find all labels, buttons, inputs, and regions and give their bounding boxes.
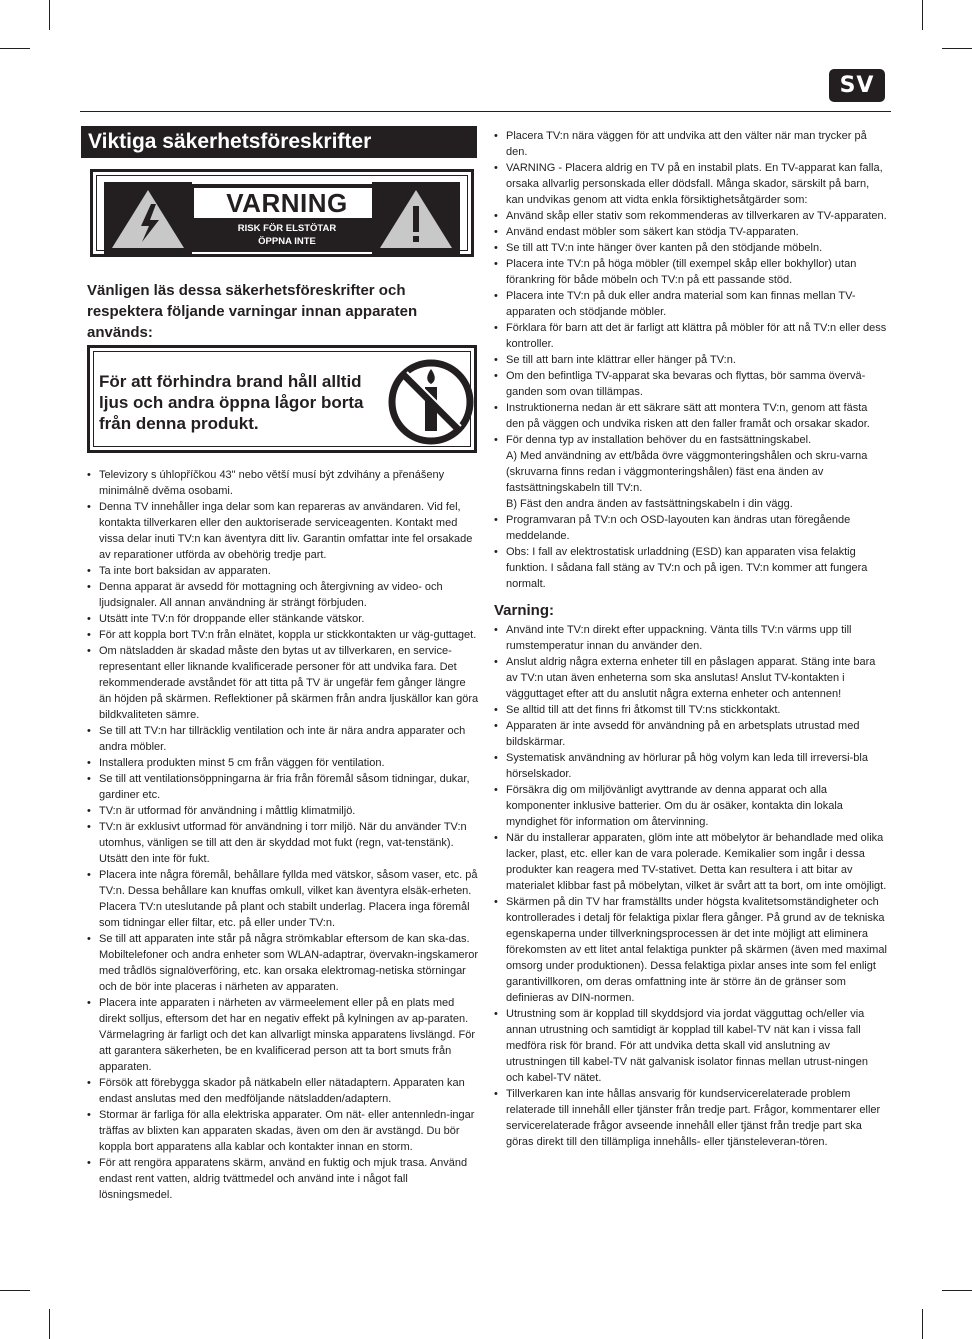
list-item: • När du installerar apparaten, glöm inte att möbelytor är behandlade med olika lacker, plast, etc. eller kan de vara polerade. Kemikalier som ingår i dessa produkter kan reagera med TV-stativet. Detta kan resultera i att bitar av materialet klibbar fast på möbelytan, vilket är svårt att ta bort, om inte omöjligt. [494,830,888,894]
warning-subtext-line2: ÖPPNA INTE [258,236,316,247]
list-item: • Systematisk användning av hörlurar på hög volym kan leda till irreversi-bla hörselskador. [494,750,888,782]
list-item: • Skärmen på din TV har framställts under högsta kvalitetsomständigheter och kontrollerades i detalj för felaktiga pixlar flera gånger. På grund av de tekniska egenskaperna under tillverkningsprocessen är det inte möjligt att eliminera förekomsten av ett litet antal felaktiga punkter på skärmen (även med maximal omsorg under produktionen). Dessa felaktiga pixlar anses inte som fel enligt garantivillkoren, om deras omfattning inte är större än de gränser som definieras av DIN-normen. [494,894,888,1006]
crop-mark [49,1309,50,1339]
crop-mark [922,1309,923,1339]
list-item: • Denna TV innehåller inga delar som kan repareras av användaren. Vid fel, kontakta tillverkaren eller den auktoriserade serviceagenten. Kontakt med vissa delar inuti TV:n kan äventyra ditt liv. Garantin omfattar inte fel orsakade av reparationer utförda av obehörig tredje part. [87,499,480,563]
left-bullet-list [87,467,480,1203]
section-title: Viktiga säkerhetsföreskrifter [81,126,477,158]
warning-label-frame [96,175,468,251]
list-item: • Om den befintliga TV-apparat ska bevaras och flyttas, bör samma övervä-ganden som ovan tillämpas. [494,368,888,400]
warning-subtext-line1: RISK FÖR ELSTÖTAR [237,223,337,234]
list-item: • Se alltid till att det finns fri åtkomst till TV:ns stickkontakt. [494,702,888,718]
list-item: • För att koppla bort TV:n från elnätet, koppla ur stickkontakten ur väg-guttaget. [87,627,480,643]
list-item: • Utrustning som är kopplad till skyddsjord via jordat vägguttag och/eller via annan utrustning och samtidigt är kopplad till kabel-TV nät kan i vissa fall medföra risk för brand. För att undvika detta skall vid anslutning av utrustningen till kabel-TV nät galvanisk isolator finnas mellan utrust-ningen och kabel-TV nätet. [494,1006,888,1086]
list-item: • Tillverkaren kan inte hållas ansvarig för kundservicerelaterade problem relaterade till innehåll eller tjänster från tredje part. Frågor, kommentarer eller servicerelaterade frågor avseende innehåll eller tjänst från tredje part ska göras direkt till den tillämpliga innehålls- eller tjänsteleveran-tören. [494,1086,888,1150]
no-open-flame-icon [386,357,476,447]
fire-notice-frame [93,351,471,447]
language-badge: SV [829,69,885,102]
list-item: • Se till att barn inte klättrar eller hänger på TV:n. [494,352,888,368]
list-item: • Apparaten är inte avsedd för användning på en arbetsplats utrustad med bildskärmar. [494,718,888,750]
fire-notice [87,345,477,453]
left-column [87,467,480,1203]
warning-bullet-list [494,622,888,1150]
list-item: • Anslut aldrig några externa enheter till en påslagen apparat. Stäng inte bara av TV:n utan även enheterna som ska anslutas! Anslut TV-kontakten i vägguttaget efter att du anslutit några externa enheter och antennen! [494,654,888,702]
list-item: • Stormar är farliga för alla elektriska apparater. Om nät- eller antennledn-ingar träffas av blixten kan apparaten skadas, även om den är avstängd. Du bör koppla bort apparatens alla kablar och kontakter innan en storm. [87,1107,480,1155]
right-bullet-list [494,128,888,592]
electric-shock-warning-icon [104,182,192,254]
crop-mark [0,48,30,49]
intro-text: Vänligen läs dessa säkerhetsföreskrifter och respektera följande varningar innan apparaten används: [87,282,418,341]
list-item: • Denna apparat är avsedd för mottagning och återgivning av video- och ljudsignaler. All annan användning är strängt förbjuden. [87,579,480,611]
list-item: • Använd skåp eller stativ som rekommenderas av tillverkaren av TV-apparaten. [494,208,888,224]
list-item: • Placera inte apparaten i närheten av värmeelement eller på en plats med direkt solljus, eftersom det har en negativ effekt på kylningen av ap-paraten. Värmelagring är farligt och det kan allvarligt minska apparatens livslängd. För att garantera säkerheten, be en kvalificerad person att ta bort smuts från apparaten. [87,995,480,1075]
crop-mark [922,0,923,30]
exclamation-warning-icon [372,182,460,254]
crop-mark [0,1290,30,1291]
list-item: • Om nätsladden är skadad måste den bytas ut av tillverkaren, en service-representant eller liknande kvalificerade personer för att undvika fara. Det rekommenderade avståndet för att titta på TV är ungefär fem gånger längre än höjden på skärmen. Reflektioner på skärmen från andra ljuskällor kan göra bildkvaliteten sämre. [87,643,480,723]
warning-subtext [190,222,384,248]
crop-mark [49,0,50,30]
list-item: • VARNING - Placera aldrig en TV på en instabil plats. En TV-apparat kan falla, orsaka allvarlig personskada eller dödsfall. Många skador, särskilt på barn, kan undvikas genom att vidta enkla försiktighetsåtgärder som: [494,160,888,208]
list-item: • TV:n är exklusivt utformad för användning i torr miljö. När du använder TV:n utomhus, vänligen se till att den är skyddad mot fukt (regn, vat-tenstänk). Utsätt den inte för fukt. [87,819,480,867]
crop-mark [942,48,972,49]
list-item: • Se till att ventilationsöppningarna är fria från föremål såsom tidningar, dukar, gardiner etc. [87,771,480,803]
list-item: • Ta inte bort baksidan av apparaten. [87,563,480,579]
list-item: • Instruktionerna nedan är ett säkrare sätt att montera TV:n, genom att fästa den på väggen och undvika risken att den faller framåt och orsakar skador. [494,400,888,432]
list-item: • TV:n är utformad för användning i måttlig klimatmiljö. [87,803,480,819]
list-item: • Televizory s úhlopříčkou 43" nebo větší musí být zdvihány a přenášeny minimálně dvěma osobami. [87,467,480,499]
fire-notice-text: För att förhindra brand håll alltid ljus och andra öppna lågor borta från denna produkt. [99,372,364,433]
list-item: • För denna typ av installation behöver du en fastsättningskabel. A) Med användning av ett/båda övre väggmonteringshålen och skru-varna (skruvarna finns redan i väggmonteringshålen) fäst ena änden av fastsättningskabeln till TV:n. B) Fäst den andra änden av fastsättningskabeln i din vägg. [494,432,888,512]
list-item: • Placera inte TV:n på höga möbler (till exempel skåp eller bokhyllor) utan förankring för både möbeln och TV:n på ett passande stöd. [494,256,888,288]
warning-center-panel [190,184,384,252]
list-item: • Obs: I fall av elektrostatisk urladdning (ESD) kan apparaten visa felaktig funktion. I sådana fall stäng av TV:n och på igen. TV:n kommer att fungera normalt. [494,544,888,592]
list-item: • Placera inte några föremål, behållare fyllda med vätskor, såsom vaser, etc. på TV:n. Dessa behållare kan knuffas omkull, vilket kan äventyra elsäk-erheten. Placera TV:n uteslutande på plant och stabilt underlag. Placera inga föremål som tidningar eller filtar, etc. på eller under TV:n. [87,867,480,931]
header-rule [80,111,891,112]
list-item: • Förklara för barn att det är farligt att klättra på möbler för att nå TV:n eller dess kontroller. [494,320,888,352]
right-column [494,128,888,1150]
list-item: • Använd endast möbler som säkert kan stödja TV-apparaten. [494,224,888,240]
list-item: • Programvaran på TV:n och OSD-layouten kan ändras utan föregående meddelande. [494,512,888,544]
list-item: • Placera inte TV:n på duk eller andra material som kan finnas mellan TV-apparaten och stödjande möbler. [494,288,888,320]
warning-word: VARNING [194,188,380,218]
list-item: • Utsätt inte TV:n för droppande eller stänkande vätskor. [87,611,480,627]
list-item: • Försök att förebygga skador på nätkabeln eller nätadaptern. Apparaten kan endast anslutas med den medföljande nätsladden/adaptern. [87,1075,480,1107]
crop-mark [942,1290,972,1291]
list-item: • Se till att TV:n har tillräcklig ventilation och inte är nära andra apparater och andra möbler. [87,723,480,755]
list-item: • Använd inte TV:n direkt efter uppackning. Vänta tills TV:n värms upp till rumstemperatur innan du använder den. [494,622,888,654]
list-item: • För att rengöra apparatens skärm, använd en fuktig och mjuk trasa. Använd endast rent vatten, aldrig tvättmedel och använd inte i något fall lösningsmedel. [87,1155,480,1203]
warning-label [90,169,474,257]
list-item: • Försäkra dig om miljövänligt avyttrande av denna apparat och alla komponenter inklusive batterier. Om du är osäker, kontakta din lokala myndighet för information om återvinning. [494,782,888,830]
list-item: • Installera produkten minst 5 cm från väggen för ventilation. [87,755,480,771]
list-item: • Placera TV:n nära väggen för att undvika att den välter när man trycker på den. [494,128,888,160]
warning-heading: Varning: [494,602,555,619]
list-item: • Se till att apparaten inte står på några strömkablar eftersom de kan ska-das. Mobiltelefoner och andra enheter som WLAN-adaptrar, övervakn-ingskameror med trådlös signalöverföring, etc. kan orsaka elektromag-netiska störningar och de bör inte placeras i närheten av apparaten. [87,931,480,995]
list-item: • Se till att TV:n inte hänger över kanten på den stödjande möbeln. [494,240,888,256]
